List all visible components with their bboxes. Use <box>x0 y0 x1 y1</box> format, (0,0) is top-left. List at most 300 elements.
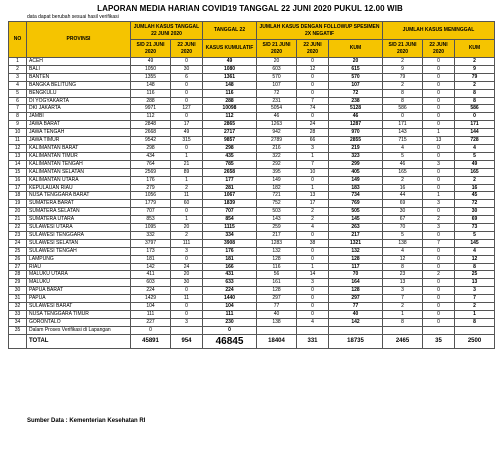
cases-tgl22: 0 <box>171 311 203 319</box>
row-no: 3 <box>9 73 27 81</box>
cases-kumulatif: 1440 <box>203 295 257 303</box>
header-tanggal22: TANGGAL 22 <box>203 22 257 40</box>
deaths-tgl22: 0 <box>423 231 455 239</box>
province-name: SULAWESI BARAT <box>27 303 131 311</box>
province-name: JAWA BARAT <box>27 121 131 129</box>
deaths-kum: 45 <box>455 192 495 200</box>
negative-tgl22: 28 <box>297 129 329 137</box>
deaths-sd21: 2 <box>383 81 423 89</box>
table-row <box>9 144 495 152</box>
negative-tgl22: 0 <box>297 176 329 184</box>
deaths-kum: 144 <box>455 129 495 137</box>
deaths-tgl22: 0 <box>423 65 455 73</box>
cases-kumulatif: 49 <box>203 58 257 66</box>
negative-kum: 1321 <box>329 239 383 247</box>
deaths-kum: 165 <box>455 168 495 176</box>
cases-kumulatif: 176 <box>203 247 257 255</box>
row-no: 34 <box>9 318 27 326</box>
total-tgl22: 954 <box>171 334 203 348</box>
province-name: BANTEN <box>27 73 131 81</box>
negative-sd21: 322 <box>257 152 297 160</box>
cases-tgl22: 1 <box>171 176 203 184</box>
cases-tgl22: 315 <box>171 137 203 145</box>
table-row <box>9 97 495 105</box>
deaths-kum: 25 <box>455 271 495 279</box>
deaths-kum: 79 <box>455 73 495 81</box>
deaths-tgl22: 0 <box>423 113 455 121</box>
negative-tgl22: 0 <box>297 255 329 263</box>
total-neg-tgl22: 331 <box>297 334 329 348</box>
cases-kumulatif: 166 <box>203 263 257 271</box>
deaths-kum: 73 <box>455 224 495 232</box>
deaths-tgl22: 3 <box>423 200 455 208</box>
province-name: NUSA TENGGARA BARAT <box>27 192 131 200</box>
cases-tgl22: 6 <box>171 73 203 81</box>
deaths-sd21: 70 <box>383 224 423 232</box>
negative-tgl22: 4 <box>297 224 329 232</box>
table-row <box>9 208 495 216</box>
row-no: 33 <box>9 311 27 319</box>
cases-sd21: 1095 <box>131 224 171 232</box>
cases-sd21: 2848 <box>131 121 171 129</box>
deaths-sd21: 30 <box>383 208 423 216</box>
deaths-kum: 3 <box>455 287 495 295</box>
cases-kumulatif: 3908 <box>203 239 257 247</box>
cases-tgl22: 20 <box>171 271 203 279</box>
deaths-sd21: 8 <box>383 97 423 105</box>
negative-tgl22: 74 <box>297 105 329 113</box>
deaths-kum: 4 <box>455 144 495 152</box>
negative-sd21: 107 <box>257 81 297 89</box>
deaths-tgl22: 0 <box>423 97 455 105</box>
deaths-tgl22: 0 <box>423 311 455 319</box>
province-name: KALIMANTAN TIMUR <box>27 152 131 160</box>
negative-sd21: 128 <box>257 255 297 263</box>
cases-sd21: 116 <box>131 89 171 97</box>
cases-sd21: 224 <box>131 287 171 295</box>
deaths-sd21: 23 <box>383 271 423 279</box>
cases-tgl22 <box>171 326 203 334</box>
cases-tgl22: 89 <box>171 168 203 176</box>
row-no: 22 <box>9 224 27 232</box>
deaths-kum: 8 <box>455 97 495 105</box>
negative-kum: 40 <box>329 311 383 319</box>
deaths-tgl22: 0 <box>423 89 455 97</box>
negative-kum: 219 <box>329 144 383 152</box>
deaths-kum <box>455 326 495 334</box>
subnote: data dapat berubah sesuai hasil verifikasi <box>27 14 119 20</box>
negative-tgl22: 0 <box>297 311 329 319</box>
cases-kumulatif: 230 <box>203 318 257 326</box>
negative-kum: 164 <box>329 279 383 287</box>
row-no: 9 <box>9 121 27 129</box>
negative-sd21: 942 <box>257 129 297 137</box>
cases-kumulatif: 224 <box>203 287 257 295</box>
deaths-kum: 9 <box>455 65 495 73</box>
row-no: 10 <box>9 129 27 137</box>
cases-kumulatif: 334 <box>203 231 257 239</box>
deaths-kum: 171 <box>455 121 495 129</box>
negative-sd21: 216 <box>257 144 297 152</box>
deaths-kum: 586 <box>455 105 495 113</box>
cases-kumulatif: 116 <box>203 89 257 97</box>
table-row <box>9 295 495 303</box>
negative-tgl22: 0 <box>297 81 329 89</box>
deaths-sd21: 2 <box>383 58 423 66</box>
negative-sd21: 217 <box>257 231 297 239</box>
total-neg-kum: 18735 <box>329 334 383 348</box>
province-name: MALUKU <box>27 279 131 287</box>
cases-sd21: 1429 <box>131 295 171 303</box>
province-name: BENGKULU <box>27 89 131 97</box>
cases-sd21: 227 <box>131 318 171 326</box>
table-row <box>9 113 495 121</box>
negative-kum: 970 <box>329 129 383 137</box>
province-name: Dalam Proses Verifikasi di Lapangan <box>27 326 131 334</box>
cases-kumulatif: 281 <box>203 184 257 192</box>
negative-tgl22: 2 <box>297 216 329 224</box>
negative-kum: 142 <box>329 318 383 326</box>
province-name: MALUKU UTARA <box>27 271 131 279</box>
deaths-sd21: 2 <box>383 176 423 184</box>
total-neg-sd21: 18404 <box>257 334 297 348</box>
source-note: Sumber Data : Kementerian Kesehatan RI <box>27 418 146 424</box>
province-name: SULAWESI TENGGARA <box>27 231 131 239</box>
deaths-kum: 4 <box>455 247 495 255</box>
negative-tgl22: 0 <box>297 73 329 81</box>
row-no: 2 <box>9 65 27 73</box>
province-name: JAWA TIMUR <box>27 137 131 145</box>
deaths-tgl22: 0 <box>423 144 455 152</box>
negative-tgl22: 0 <box>297 295 329 303</box>
deaths-sd21: 1 <box>383 311 423 319</box>
cases-tgl22: 11 <box>171 295 203 303</box>
table-row <box>9 255 495 263</box>
deaths-tgl22: 1 <box>423 192 455 200</box>
negative-sd21: 77 <box>257 303 297 311</box>
cases-tgl22: 60 <box>171 200 203 208</box>
row-no: 19 <box>9 200 27 208</box>
negative-sd21: 721 <box>257 192 297 200</box>
cases-kumulatif: 431 <box>203 271 257 279</box>
cases-kumulatif: 435 <box>203 152 257 160</box>
province-name: NUSA TENGGARA TIMUR <box>27 311 131 319</box>
row-no: 12 <box>9 144 27 152</box>
negative-tgl22: 0 <box>297 287 329 295</box>
province-name: DI YOGYAKARTA <box>27 97 131 105</box>
province-name: LAMPUNG <box>27 255 131 263</box>
cases-kumulatif: 148 <box>203 81 257 89</box>
deaths-sd21: 3 <box>383 287 423 295</box>
deaths-kum: 0 <box>455 113 495 121</box>
negative-kum: 323 <box>329 152 383 160</box>
negative-sd21: 72 <box>257 89 297 97</box>
province-name: SUMATERA UTARA <box>27 216 131 224</box>
deaths-kum: 16 <box>455 184 495 192</box>
negative-sd21: 116 <box>257 263 297 271</box>
negative-tgl22: 0 <box>297 247 329 255</box>
table-row <box>9 279 495 287</box>
deaths-kum: 5 <box>455 152 495 160</box>
table-row <box>9 318 495 326</box>
negative-kum: 132 <box>329 247 383 255</box>
cases-kumulatif: 1067 <box>203 192 257 200</box>
report-title: LAPORAN MEDIA HARIAN COVID19 TANGGAL 22 JUNI 2020 PUKUL 12.00 WIB <box>97 4 403 13</box>
negative-tgl22: 12 <box>297 65 329 73</box>
province-name: SULAWESI TENGAH <box>27 247 131 255</box>
row-no: 20 <box>9 208 27 216</box>
table-row <box>9 137 495 145</box>
header-tgl22: 22 JUNI 2020 <box>171 40 203 58</box>
table-row <box>9 176 495 184</box>
negative-sd21: 297 <box>257 295 297 303</box>
row-no: 32 <box>9 303 27 311</box>
row-no: 1 <box>9 58 27 66</box>
row-no: 30 <box>9 287 27 295</box>
cases-kumulatif: 298 <box>203 144 257 152</box>
cases-sd21: 173 <box>131 247 171 255</box>
table-row <box>9 231 495 239</box>
deaths-tgl22: 0 <box>423 255 455 263</box>
deaths-sd21: 46 <box>383 160 423 168</box>
header-no: NO <box>9 22 27 58</box>
negative-tgl22: 17 <box>297 200 329 208</box>
cases-tgl22: 30 <box>171 65 203 73</box>
row-no: 17 <box>9 184 27 192</box>
deaths-kum: 2 <box>455 303 495 311</box>
table-row <box>9 311 495 319</box>
province-name: PAPUA <box>27 295 131 303</box>
cases-tgl22: 11 <box>171 192 203 200</box>
row-no: 7 <box>9 105 27 113</box>
deaths-kum: 8 <box>455 263 495 271</box>
deaths-kum: 13 <box>455 279 495 287</box>
deaths-tgl22: 3 <box>423 160 455 168</box>
deaths-tgl22: 0 <box>423 318 455 326</box>
negative-kum: 734 <box>329 192 383 200</box>
negative-kum: 299 <box>329 160 383 168</box>
negative-kum: 769 <box>329 200 383 208</box>
cases-kumulatif: 9857 <box>203 137 257 145</box>
province-name: GORONTALO <box>27 318 131 326</box>
deaths-tgl22: 0 <box>423 279 455 287</box>
table-row <box>9 263 495 271</box>
deaths-kum: 30 <box>455 208 495 216</box>
cases-kumulatif: 854 <box>203 216 257 224</box>
negative-kum: 107 <box>329 81 383 89</box>
negative-kum: 5128 <box>329 105 383 113</box>
cases-kumulatif: 2717 <box>203 129 257 137</box>
negative-sd21 <box>257 326 297 334</box>
negative-sd21: 503 <box>257 208 297 216</box>
table-row <box>9 303 495 311</box>
row-no: 15 <box>9 168 27 176</box>
total-men-kum: 2500 <box>455 334 495 348</box>
negative-tgl22: 38 <box>297 239 329 247</box>
table-row <box>9 160 495 168</box>
negative-sd21: 570 <box>257 73 297 81</box>
negative-tgl22 <box>297 326 329 334</box>
negative-kum: 145 <box>329 216 383 224</box>
table-row <box>9 287 495 295</box>
province-name: KALIMANTAN BARAT <box>27 144 131 152</box>
deaths-tgl22: 0 <box>423 247 455 255</box>
deaths-tgl22: 0 <box>423 176 455 184</box>
deaths-tgl22: 0 <box>423 58 455 66</box>
negative-kum: 77 <box>329 303 383 311</box>
cases-sd21: 49 <box>131 58 171 66</box>
negative-kum: 405 <box>329 168 383 176</box>
negative-kum: 505 <box>329 208 383 216</box>
deaths-kum: 145 <box>455 239 495 247</box>
negative-sd21: 56 <box>257 271 297 279</box>
row-no: 23 <box>9 231 27 239</box>
deaths-kum: 12 <box>455 255 495 263</box>
deaths-sd21: 13 <box>383 279 423 287</box>
header-meninggal: JUMLAH KASUS MENINGGAL <box>383 22 495 40</box>
table-row <box>9 247 495 255</box>
negative-tgl22: 0 <box>297 303 329 311</box>
table-body <box>9 58 495 335</box>
row-no: 29 <box>9 279 27 287</box>
province-name: KALIMANTAN TENGAH <box>27 160 131 168</box>
province-name: SUMATERA BARAT <box>27 200 131 208</box>
row-no: 4 <box>9 81 27 89</box>
province-name: KALIMANTAN UTARA <box>27 176 131 184</box>
cases-tgl22: 21 <box>171 160 203 168</box>
table-row <box>9 224 495 232</box>
negative-kum: 1287 <box>329 121 383 129</box>
deaths-sd21: 69 <box>383 200 423 208</box>
province-name: RIAU <box>27 263 131 271</box>
deaths-tgl22: 0 <box>423 184 455 192</box>
cases-tgl22: 1 <box>171 216 203 224</box>
negative-kum: 128 <box>329 287 383 295</box>
cases-tgl22: 0 <box>171 208 203 216</box>
row-no: 6 <box>9 97 27 105</box>
negative-tgl22: 1 <box>297 152 329 160</box>
negative-sd21: 182 <box>257 184 297 192</box>
cases-kumulatif: 177 <box>203 176 257 184</box>
deaths-sd21: 8 <box>383 318 423 326</box>
cases-sd21: 332 <box>131 231 171 239</box>
cases-kumulatif: 1115 <box>203 224 257 232</box>
negative-sd21: 138 <box>257 318 297 326</box>
cases-tgl22: 0 <box>171 144 203 152</box>
negative-sd21: 752 <box>257 200 297 208</box>
cases-sd21: 603 <box>131 279 171 287</box>
deaths-kum: 72 <box>455 200 495 208</box>
deaths-sd21: 12 <box>383 255 423 263</box>
deaths-tgl22: 3 <box>423 224 455 232</box>
cases-sd21: 853 <box>131 216 171 224</box>
deaths-kum: 8 <box>455 89 495 97</box>
negative-tgl22: 13 <box>297 192 329 200</box>
negative-tgl22: 0 <box>297 58 329 66</box>
deaths-kum: 1 <box>455 311 495 319</box>
negative-sd21: 1283 <box>257 239 297 247</box>
total-label: TOTAL <box>27 334 131 348</box>
negative-kum: 615 <box>329 65 383 73</box>
cases-kumulatif: 633 <box>203 279 257 287</box>
deaths-sd21: 586 <box>383 105 423 113</box>
cases-sd21: 707 <box>131 208 171 216</box>
cases-kumulatif: 181 <box>203 255 257 263</box>
deaths-sd21: 2 <box>383 303 423 311</box>
row-no: 21 <box>9 216 27 224</box>
deaths-kum: 5 <box>455 231 495 239</box>
deaths-sd21: 9 <box>383 65 423 73</box>
cases-sd21: 279 <box>131 184 171 192</box>
province-name: KEPULAUAN RIAU <box>27 184 131 192</box>
province-name: SUMATERA SELATAN <box>27 208 131 216</box>
deaths-sd21: 4 <box>383 144 423 152</box>
row-no: 16 <box>9 176 27 184</box>
negative-kum: 20 <box>329 58 383 66</box>
table-row <box>9 152 495 160</box>
deaths-sd21: 7 <box>383 295 423 303</box>
negative-sd21: 259 <box>257 224 297 232</box>
row-no: 35 <box>9 326 27 334</box>
cases-tgl22: 0 <box>171 113 203 121</box>
table-row <box>9 192 495 200</box>
cases-tgl22: 30 <box>171 279 203 287</box>
negative-tgl22: 4 <box>297 318 329 326</box>
negative-kum: 297 <box>329 295 383 303</box>
header-neg-kum: KUM <box>329 40 383 58</box>
deaths-sd21: 5 <box>383 152 423 160</box>
cases-kumulatif: 112 <box>203 113 257 121</box>
negative-kum: 149 <box>329 176 383 184</box>
row-no: 27 <box>9 263 27 271</box>
negative-sd21: 2789 <box>257 137 297 145</box>
row-no: 13 <box>9 152 27 160</box>
cases-sd21: 3797 <box>131 239 171 247</box>
row-no: 26 <box>9 255 27 263</box>
negative-sd21: 1263 <box>257 121 297 129</box>
deaths-kum: 69 <box>455 216 495 224</box>
deaths-tgl22: 1 <box>423 129 455 137</box>
deaths-kum: 728 <box>455 137 495 145</box>
deaths-sd21: 44 <box>383 192 423 200</box>
cases-kumulatif: 1361 <box>203 73 257 81</box>
deaths-sd21: 715 <box>383 137 423 145</box>
report-table-container <box>8 21 494 349</box>
cases-sd21: 1779 <box>131 200 171 208</box>
cases-kumulatif: 2865 <box>203 121 257 129</box>
header-negatif: JUMLAH KASUS DENGAN FOLLOWUP SPESIMEN 2X NEGATIF <box>257 22 383 40</box>
deaths-sd21: 0 <box>383 113 423 121</box>
deaths-tgl22: 0 <box>423 168 455 176</box>
negative-kum <box>329 326 383 334</box>
negative-sd21: 149 <box>257 176 297 184</box>
deaths-kum: 2 <box>455 81 495 89</box>
negative-sd21: 46 <box>257 113 297 121</box>
deaths-tgl22: 0 <box>423 152 455 160</box>
row-no: 24 <box>9 239 27 247</box>
header-kasus-kumulatif: KASUS KUMULATIF <box>203 40 257 58</box>
negative-kum: 72 <box>329 89 383 97</box>
row-no: 11 <box>9 137 27 145</box>
table-row <box>9 73 495 81</box>
deaths-sd21: 171 <box>383 121 423 129</box>
province-name: SULAWESI UTARA <box>27 224 131 232</box>
cases-tgl22: 2 <box>171 231 203 239</box>
deaths-kum: 8 <box>455 318 495 326</box>
province-name: BANGKA BELITUNG <box>27 81 131 89</box>
deaths-tgl22: 7 <box>423 239 455 247</box>
negative-sd21: 292 <box>257 160 297 168</box>
